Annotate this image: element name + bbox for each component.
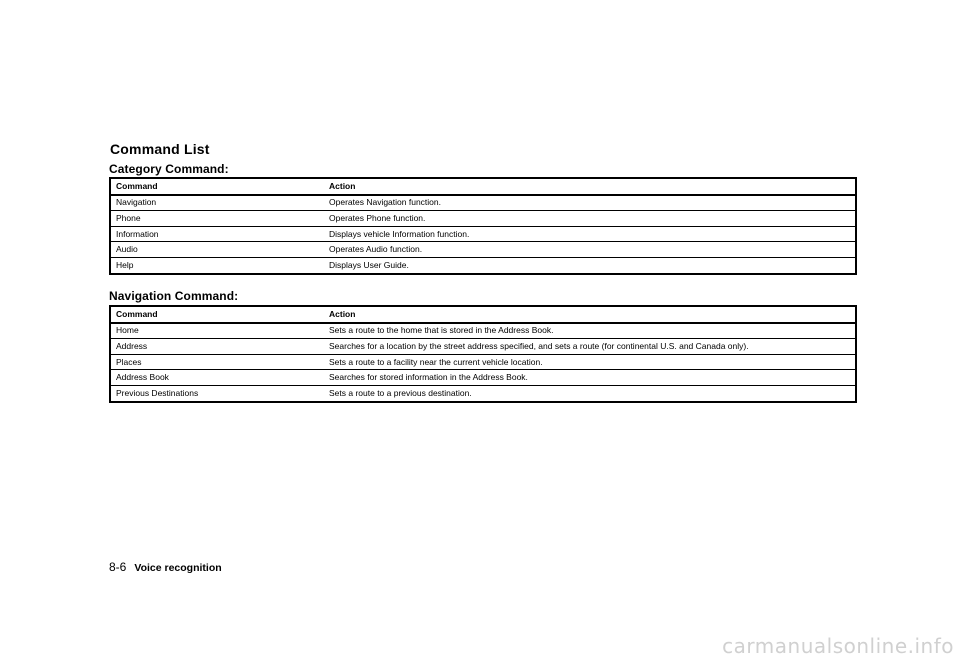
table-row [110,195,856,211]
table-row [110,339,856,355]
command-cell: Address Book [110,370,324,386]
action-cell: Operates Audio function. [324,242,856,258]
action-cell: Sets a route to a previous destination. [329,387,472,398]
action-cell: Searches for a location by the street address specified, and sets a route (for continental U.S. and Canada only). [324,339,856,355]
table-row [110,242,856,258]
navigation-command-heading: Navigation Command: [109,289,239,303]
command-cell: Address [110,339,324,355]
table-header-row [110,306,856,323]
page-title: Command List [110,141,210,157]
action-cell: Sets a route to a facility near the current vehicle location. [324,354,856,370]
command-cell: Audio [110,242,324,258]
page-footer [109,560,222,574]
table-row [110,354,856,370]
category-command-heading: Category Command: [109,162,229,176]
action-cell: Operates Phone function. [324,211,856,227]
command-cell: Phone [110,211,324,227]
column-header-command: Command [110,178,324,195]
command-cell: Help [116,259,134,270]
page-number: 8-6 [109,560,127,574]
table-row [110,226,856,242]
action-cell: Operates Navigation function. [324,195,856,211]
column-header-action: Action [324,306,856,323]
column-header-command: Command [110,306,324,323]
command-cell: Previous Destinations [116,387,199,398]
command-cell: Places [110,354,324,370]
table-row [110,370,856,386]
command-cell: Information [110,226,324,242]
command-cell: Navigation [110,195,324,211]
command-cell: Home [110,323,324,339]
table-row [110,385,856,401]
navigation-command-table [109,305,857,403]
footer-section-name: Voice recognition [134,562,222,574]
action-cell: Sets a route to the home that is stored in the Address Book. [324,323,856,339]
table-row [110,211,856,227]
table-row [110,257,856,273]
action-cell: Displays vehicle Information function. [324,226,856,242]
column-header-action: Action [324,178,856,195]
action-cell: Displays User Guide. [329,259,409,270]
table-row [110,323,856,339]
watermark-text: carmanualsonline.info [722,634,954,658]
table-header-row [110,178,856,195]
category-command-table [109,177,857,275]
action-cell: Searches for stored information in the Address Book. [324,370,856,386]
